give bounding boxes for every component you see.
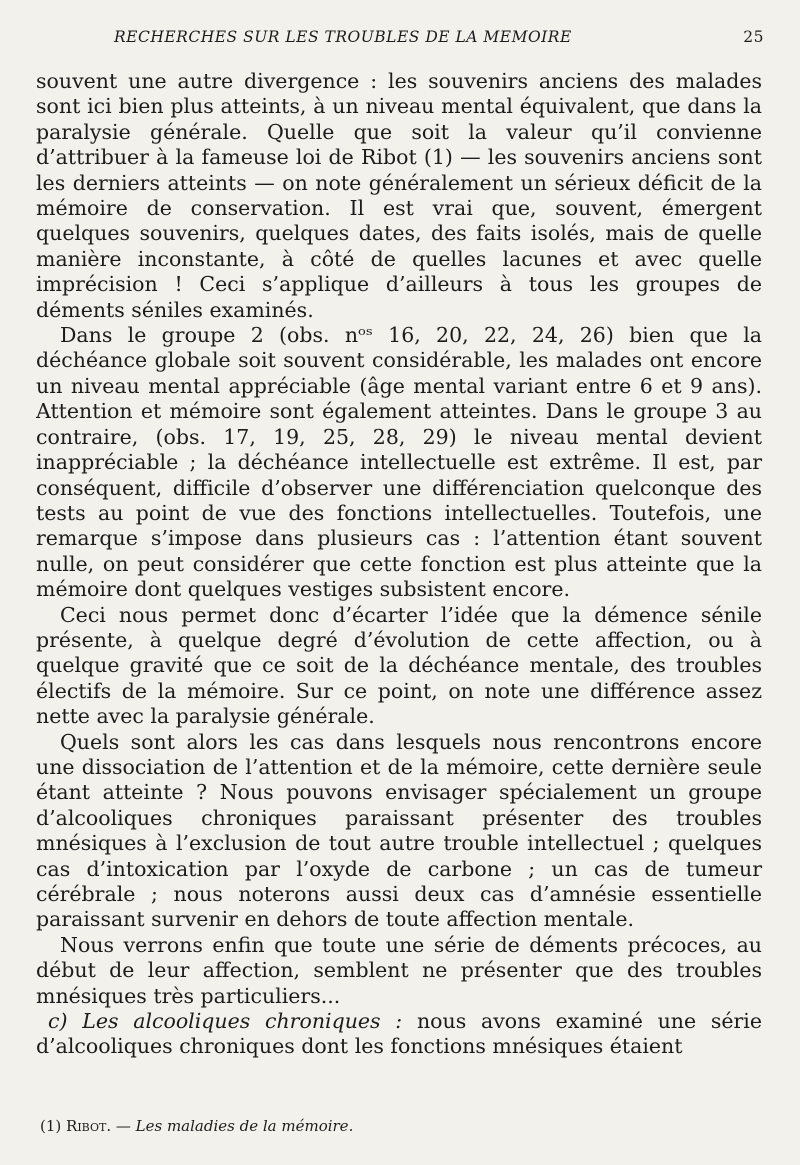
footnote — [40, 1117, 764, 1135]
footnote-marker: (1) — [40, 1117, 62, 1135]
paragraph: Dans le groupe 2 (obs. nᵒˢ 16, 20, 22, 24, 26) bien que la déchéance globale soit souvent considérable, les malades ont encore un niveau mental appréciable (âge mental variant entre 6 et 9 ans). Attention et mémoire sont également atteintes. Dans le groupe 3 au contraire, (obs. 17, 19, 25, 28, 29) le niveau mental devient inappréciable ; la déchéance intellectuelle est extrême. Il est, par conséquent, difficile d’observer une différenciation quelconque des tests au point de vue des fonctions intellectuelles. Toutefois, une remarque s’impose dans plusieurs cas : l’attention étant souvent nulle, on peut considérer que cette fonction est plus atteinte que la mémoire dont quelques vestiges subsistent encore. — [36, 323, 762, 602]
footnote-author: Ribot. — [66, 1117, 112, 1135]
footnote-dash: — — [115, 1117, 131, 1135]
running-header — [36, 28, 764, 52]
body-text — [36, 69, 762, 1060]
section-subtitle: c) Les alcooliques chroniques : — [48, 1009, 403, 1034]
footnote-work: Les maladies de la mémoire. — [135, 1117, 354, 1135]
paragraph: Nous verrons enfin que toute une série de déments précoces, au début de leur affection, semblent ne présenter que des troubles mnésiques très particuliers... — [36, 932, 762, 1008]
section-paragraph — [36, 1009, 762, 1060]
running-title: RECHERCHES SUR LES TROUBLES DE LA MEMOIRE — [114, 28, 572, 46]
section-text: nous avons examiné une série d’alcooliques chroniques dont les fonctions mnésiques étaient — [36, 1009, 762, 1059]
paragraph: Ceci nous permet donc d’écarter l’idée que la démence sénile présente, à quelque degré d’évolution de cette affection, ou à quelque gravité que ce soit de la déchéance mentale, des troubles électifs de la mémoire. Sur ce point, on note une différence assez nette avec la paralysie générale. — [36, 602, 762, 729]
page-number: 25 — [743, 28, 764, 46]
paragraph: Quels sont alors les cas dans lesquels nous rencontrons encore une dissociation de l’attention et de la mémoire, cette dernière seule étant atteinte ? Nous pouvons envisager spécialement un groupe d’alcooliques chroniques paraissant présenter des troubles mnésiques à l’exclusion de tout autre trouble intellectuel ; quelques cas d’intoxication par l’oxyde de carbone ; un cas de tumeur cérébrale ; nous noterons aussi deux cas d’amnésie essentielle paraissant survenir en dehors de toute affection mentale. — [36, 729, 762, 932]
paragraph-continuation: souvent une autre divergence : les souvenirs anciens des malades sont ici bien plus atteints, à un niveau mental équivalent, que dans la paralysie générale. Quelle que soit la valeur qu’il convienne d’attribuer à la fameuse loi de Ribot (1) — les souvenirs anciens sont les derniers atteints — on note généralement un sérieux déficit de la mémoire de conservation. Il est vrai que, souvent, émergent quelques souvenirs, quelques dates, des faits isolés, mais de quelle manière inconstante, à côté de quelles lacunes et avec quelle imprécision ! Ceci s’applique d’ailleurs à tous les groupes de déments séniles examinés. — [36, 69, 762, 322]
